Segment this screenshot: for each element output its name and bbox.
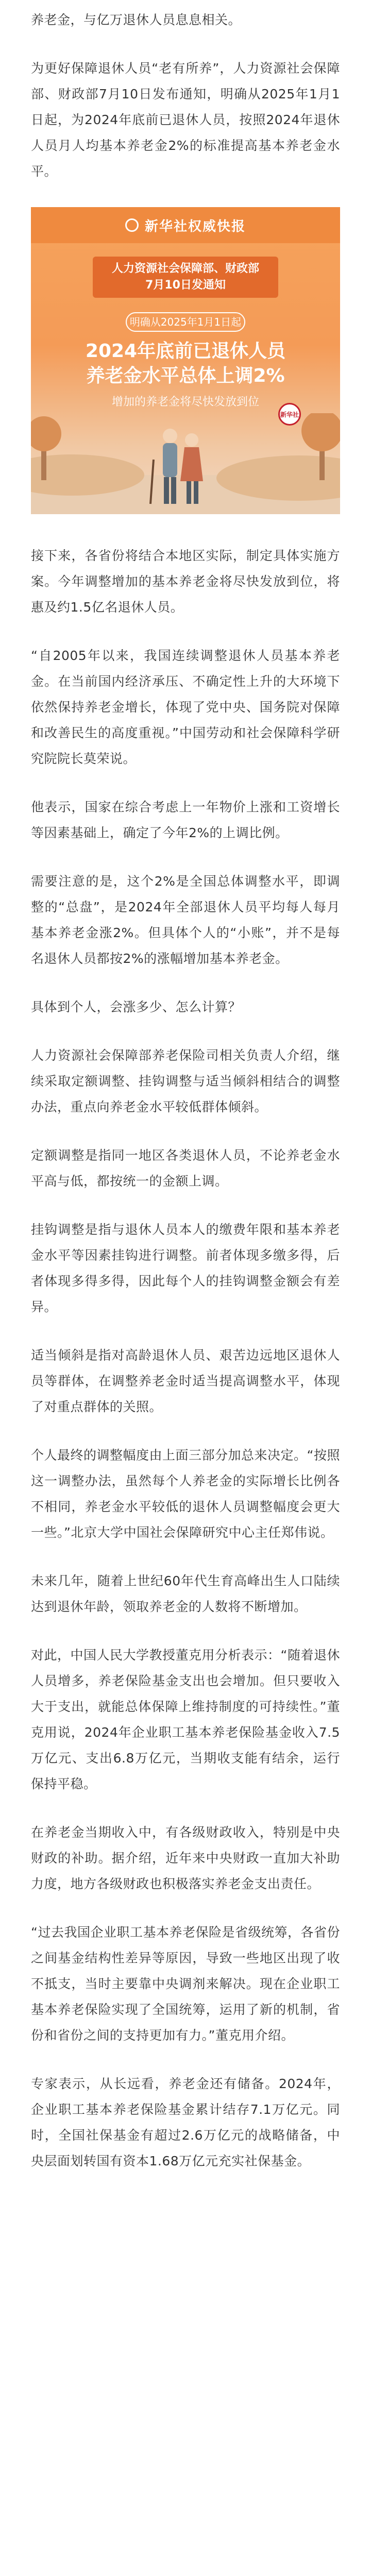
hero-banner-line: 7月10日发通知 <box>145 279 226 292</box>
hero-headline <box>31 339 340 388</box>
paragraph: “自2005年以来，我国连续调整退休人员基本养老金。在当前国内经济承压、不确定性上升的大环境下依然保持养老金增长，体现了党中央、国务院对保障和改善民生的高度重视。”中国劳动和社会保障科学研究院院长莫荣说。 <box>31 648 340 766</box>
paragraph: 定额调整是指同一地区各类退休人员，不论养老金水平高与低，都按统一的金额上调。 <box>31 1148 340 1189</box>
elderly-couple-illustration <box>31 413 340 514</box>
xinhua-logo: 新华社 <box>278 403 301 426</box>
hero-headline-line: 2024年底前已退休人员 <box>85 341 286 362</box>
hero-header <box>31 207 340 243</box>
paragraph: 专家表示，从长远看，养老金还有储备。2024年，企业职工基本养老保险基金累计结存7.1万亿元。同时，全国社保基金有超过2.6万亿元的战略储备，中央层面划转国有资本1.68万亿元充实社保基金。 <box>31 2076 340 2168</box>
hero-image <box>31 207 340 514</box>
paragraph: 他表示，国家在综合考虑上一年物价上涨和工资增长等因素基础上，确定了今年2%的上调比例。 <box>31 800 340 840</box>
paragraph: 人力资源社会保障部养老保险司相关负责人介绍，继续采取定额调整、挂钩调整与适当倾斜相结合的调整办法，重点向养老金水平较低群体倾斜。 <box>31 1048 340 1114</box>
hero-brand: 新华社权威快报 <box>144 218 246 234</box>
paragraph: 需要注意的是，这个2%是全国总体调整水平，即调整的“总盘”，是2024年全部退休人员平均每人每月基本养老金涨2%。但具体个人的“小账”，并不是每名退休人员都按2%的涨幅增加基本养老金。 <box>31 874 340 966</box>
paragraph: 对此，中国人民大学教授董克用分析表示：“随着退休人员增多，养老保险基金支出也会增加。但只要收入大于支出，就能总体保障上维持制度的可持续性。”董克用说，2024年企业职工基本养老保险基金收入7.5万亿元、支出6.8万亿元，当期收支能有结余，运行保持平稳。 <box>31 1648 340 1791</box>
paragraph: 在养老金当期收入中，有各级财政收入，特别是中央财政的补助。据介绍，近年来中央财政一直加大补助力度，地方各级财政也积极落实养老金支出责任。 <box>31 1825 340 1891</box>
hero-headline-line: 养老金水平总体上调2% <box>86 365 285 386</box>
article-body <box>0 7 371 2217</box>
hero-subtitle: 增加的养老金将尽快发放到位 <box>111 396 259 409</box>
paragraph: 接下来，各省份将结合本地区实际，制定具体实施方案。今年调整增加的基本养老金将尽快发放到位，将惠及约1.5亿名退休人员。 <box>31 548 340 615</box>
paragraph: 个人最终的调整幅度由上面三部分加总来决定。“按照这一调整办法，虽然每个人养老金的实际增长比例各不相同，养老金水平较低的退休人员调整幅度会更大一些。”北京大学中国社会保障研究中心主任郑伟说。 <box>31 1448 340 1540</box>
brand-icon <box>125 218 139 232</box>
hero-tag: 明确从2025年1月1日起 <box>126 312 245 332</box>
hero-banner <box>93 257 278 298</box>
paragraph: “过去我国企业职工基本养老保险是省级统筹，各省份之间基金结构性差异等原因，导致一些地区出现了收不抵支，当时主要靠中央调剂来解决。现在企业职工基本养老保险实现了全国统筹，运用了新的机制，省份和省份之间的支持更加有力。”董克用介绍。 <box>31 1925 340 2043</box>
paragraph: 未来几年，随着上世纪60年代生育高峰出生人口陆续达到退休年龄，领取养老金的人数将不断增加。 <box>31 1573 340 1614</box>
paragraph: 为更好保障退休人员“老有所养”，人力资源社会保障部、财政部7月10日发布通知，明确从2025年1月1日起，为2024年底前已退休人员，按照2024年退休人员月人均基本养老金2%的标准提高基本养老金水平。 <box>31 61 340 179</box>
hero-banner-line: 人力资源社会保障部、财政部 <box>111 262 259 275</box>
paragraph: 挂钩调整是指与退休人员本人的缴费年限和基本养老金水平等因素挂钩进行调整。前者体现多缴多得，后者体现多得多得，因此每个人的挂钩调整金额会有差异。 <box>31 1222 340 1314</box>
paragraph: 具体到个人，会涨多少、怎么计算？ <box>31 999 242 1014</box>
paragraph: 养老金，与亿万退休人员息息相关。 <box>31 12 242 27</box>
paragraph: 适当倾斜是指对高龄退休人员、艰苦边远地区退休人员等群体，在调整养老金时适当提高调整水平，体现了对重点群体的关照。 <box>31 1348 340 1414</box>
